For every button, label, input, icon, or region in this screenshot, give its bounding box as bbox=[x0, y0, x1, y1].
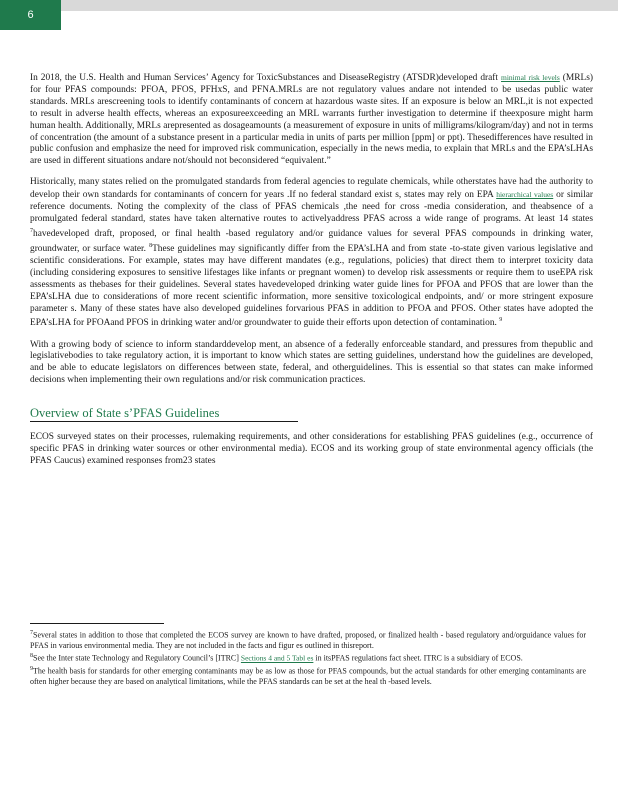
footnote-mark: 8 bbox=[30, 653, 33, 660]
paragraph-text: Historically, many states relied on the promulgated standards from federal agencies to regulate chemicals, while otherstates have had the authority to develop their own standards for contaminants of concern for years .If no federal standard exist s, states may rely on EPA bbox=[30, 177, 593, 201]
header-bar bbox=[61, 0, 618, 11]
page-number-badge bbox=[0, 0, 61, 30]
footnote-text: The health basis for standards for other emerging contaminants may be as low as those for PFAS compounds, but the actual standards for other emerging contaminants are often higher because they are based on analytical limitations, while the PFAS standards can be set at the heal th -based levels. bbox=[30, 666, 586, 687]
footnotes bbox=[30, 628, 586, 687]
minimal-risk-levels-link[interactable]: minimal risk levels bbox=[501, 73, 560, 82]
paragraph-text: (MRLs) for four PFAS compounds: PFOA, PFOS, PFHxS, and PFNA.MRLs are not regulatory values andare not intended to be usedas public water standards. MRLs arescreening tools to identify contaminants of concern at hazardous waste sites. If an exposure is below an MRL,it is not expected to result in adverse health effects, whereas an exposureexceeding an MRL warrants further investigation to determine if theexposure might harm human health. Additionally, MRLs arepresented as dosageamounts (a measurement of exposure in units of milligrams/kilogram/day) and not in terms of concentration (the amount of a substance present in a particular media in units of parts per million [ppm] or ppt). Thesedifferences have resulted in public confusion and emphasize the need for improved risk communication, especially in the news media, to explain that MRLs and the EPA’sLHAs are used in different situations andare not/should not beconsidered “equivalent.” bbox=[30, 73, 593, 167]
footnote-8 bbox=[30, 651, 586, 664]
paragraph-text: or similar reference documents. Noting the complexity of the class of PFAS chemicals ,the need for cross -media consideration, and theabsence of a promulgated federal standard, states have taken alternative routes to activelyaddress PFAS across a wide range of programs. At least 14 states bbox=[30, 190, 593, 224]
page-number: 6 bbox=[27, 9, 34, 21]
footnote-mark: 7 bbox=[30, 630, 33, 636]
paragraph-state-history bbox=[30, 177, 593, 330]
footnote-7 bbox=[30, 628, 586, 651]
paragraph-text: havedeveloped draft, proposed, or final health -based regulatory and/or guidance values for several PFAS compounds in drinking water, groundwater, or surface water. bbox=[30, 229, 593, 255]
paragraph-text: In 2018, the U.S. Health and Human Services’ Agency for ToxicSubstances and DiseaseRegistry (ATSDR)developed draft bbox=[30, 73, 502, 83]
footnote-divider bbox=[30, 623, 164, 624]
footnote-mark: 9 bbox=[30, 666, 33, 673]
hierarchical-values-link[interactable]: hierarchical values bbox=[496, 190, 554, 200]
footnote-text: See the Inter state Technology and Regulatory Council’s [ITRC] bbox=[33, 653, 241, 663]
paragraph-text: These guidelines may significantly differ from the EPA’sLHA and from state -to-state given various legislative and scientific considerations. For example, states may have different mandates (e.g., regulations, policies) that direct them to interpret toxicity data (including considering exposures to sensitive lifestages like infants or pregnant women) to develop risk assessments or require them to useEPA risk assessments as thebases for their guidelines. Several states havedeveloped drinking water guide lines for PFOA and PFOS that are lower than the EPA’sLHA due to considerations of more recent scientific information, more sensitive toxicological endpoints, and/ or more stringent exposure parameter s. Many of these states have also developed guidelines forvarious PFAS in addition to PFOA and PFOS. Other states have adopted the EPA’sLHA for PFOAand PFOS in drinking water and/or groundwater to guide their efforts upon detection of contamination. bbox=[30, 244, 593, 329]
footnote-ref-9: 9 bbox=[499, 317, 503, 324]
paragraph-atsdr-mrls bbox=[30, 72, 593, 168]
footnote-ref-8: 8 bbox=[149, 242, 153, 249]
footnote-text: in itsPFAS regulations fact sheet. ITRC is a subsidiary of ECOS. bbox=[313, 653, 523, 663]
footnote-ref-7: 7 bbox=[30, 227, 33, 234]
itrc-tables-link[interactable]: Sections 4 and 5 Tabl es bbox=[240, 653, 314, 663]
main-content bbox=[30, 72, 593, 477]
footnote-text: Several states in addition to those that completed the ECOS survey are known to have drafted, proposed, or finalized health - based regulatory and/orguidance values for PFAS in various environmental media. They are not included in the facts and figur es outlined in thisreport. bbox=[30, 630, 586, 650]
section-heading-text: Overview of State s’PFAS Guidelines bbox=[30, 406, 220, 421]
paragraph-growing-science: With a growing body of science to inform standarddevelop ment, an absence of a federally enforceable standard, and pressures from thepublic and legislativebodies to take regulatory action, it is important to know which states are setting guidelines, understand how the guidelines are developed, and be able to educate legislators on differences between state, federal, and otherguidelines. This is essential so that states can make informed decisions when implementing their own regulations and/or risk communication practices. bbox=[30, 339, 593, 386]
footnote-9 bbox=[30, 664, 586, 687]
section-heading bbox=[30, 406, 298, 422]
paragraph-ecos-survey: ECOS surveyed states on their processes, rulemaking requirements, and other considerations for establishing PFAS guidelines (e.g., occurrence of specific PFAS in drinking water sources or other environmental media). ECOS and its working group of state environmental agency officials (the PFAS Caucus) examined responses from23 states bbox=[30, 432, 593, 466]
